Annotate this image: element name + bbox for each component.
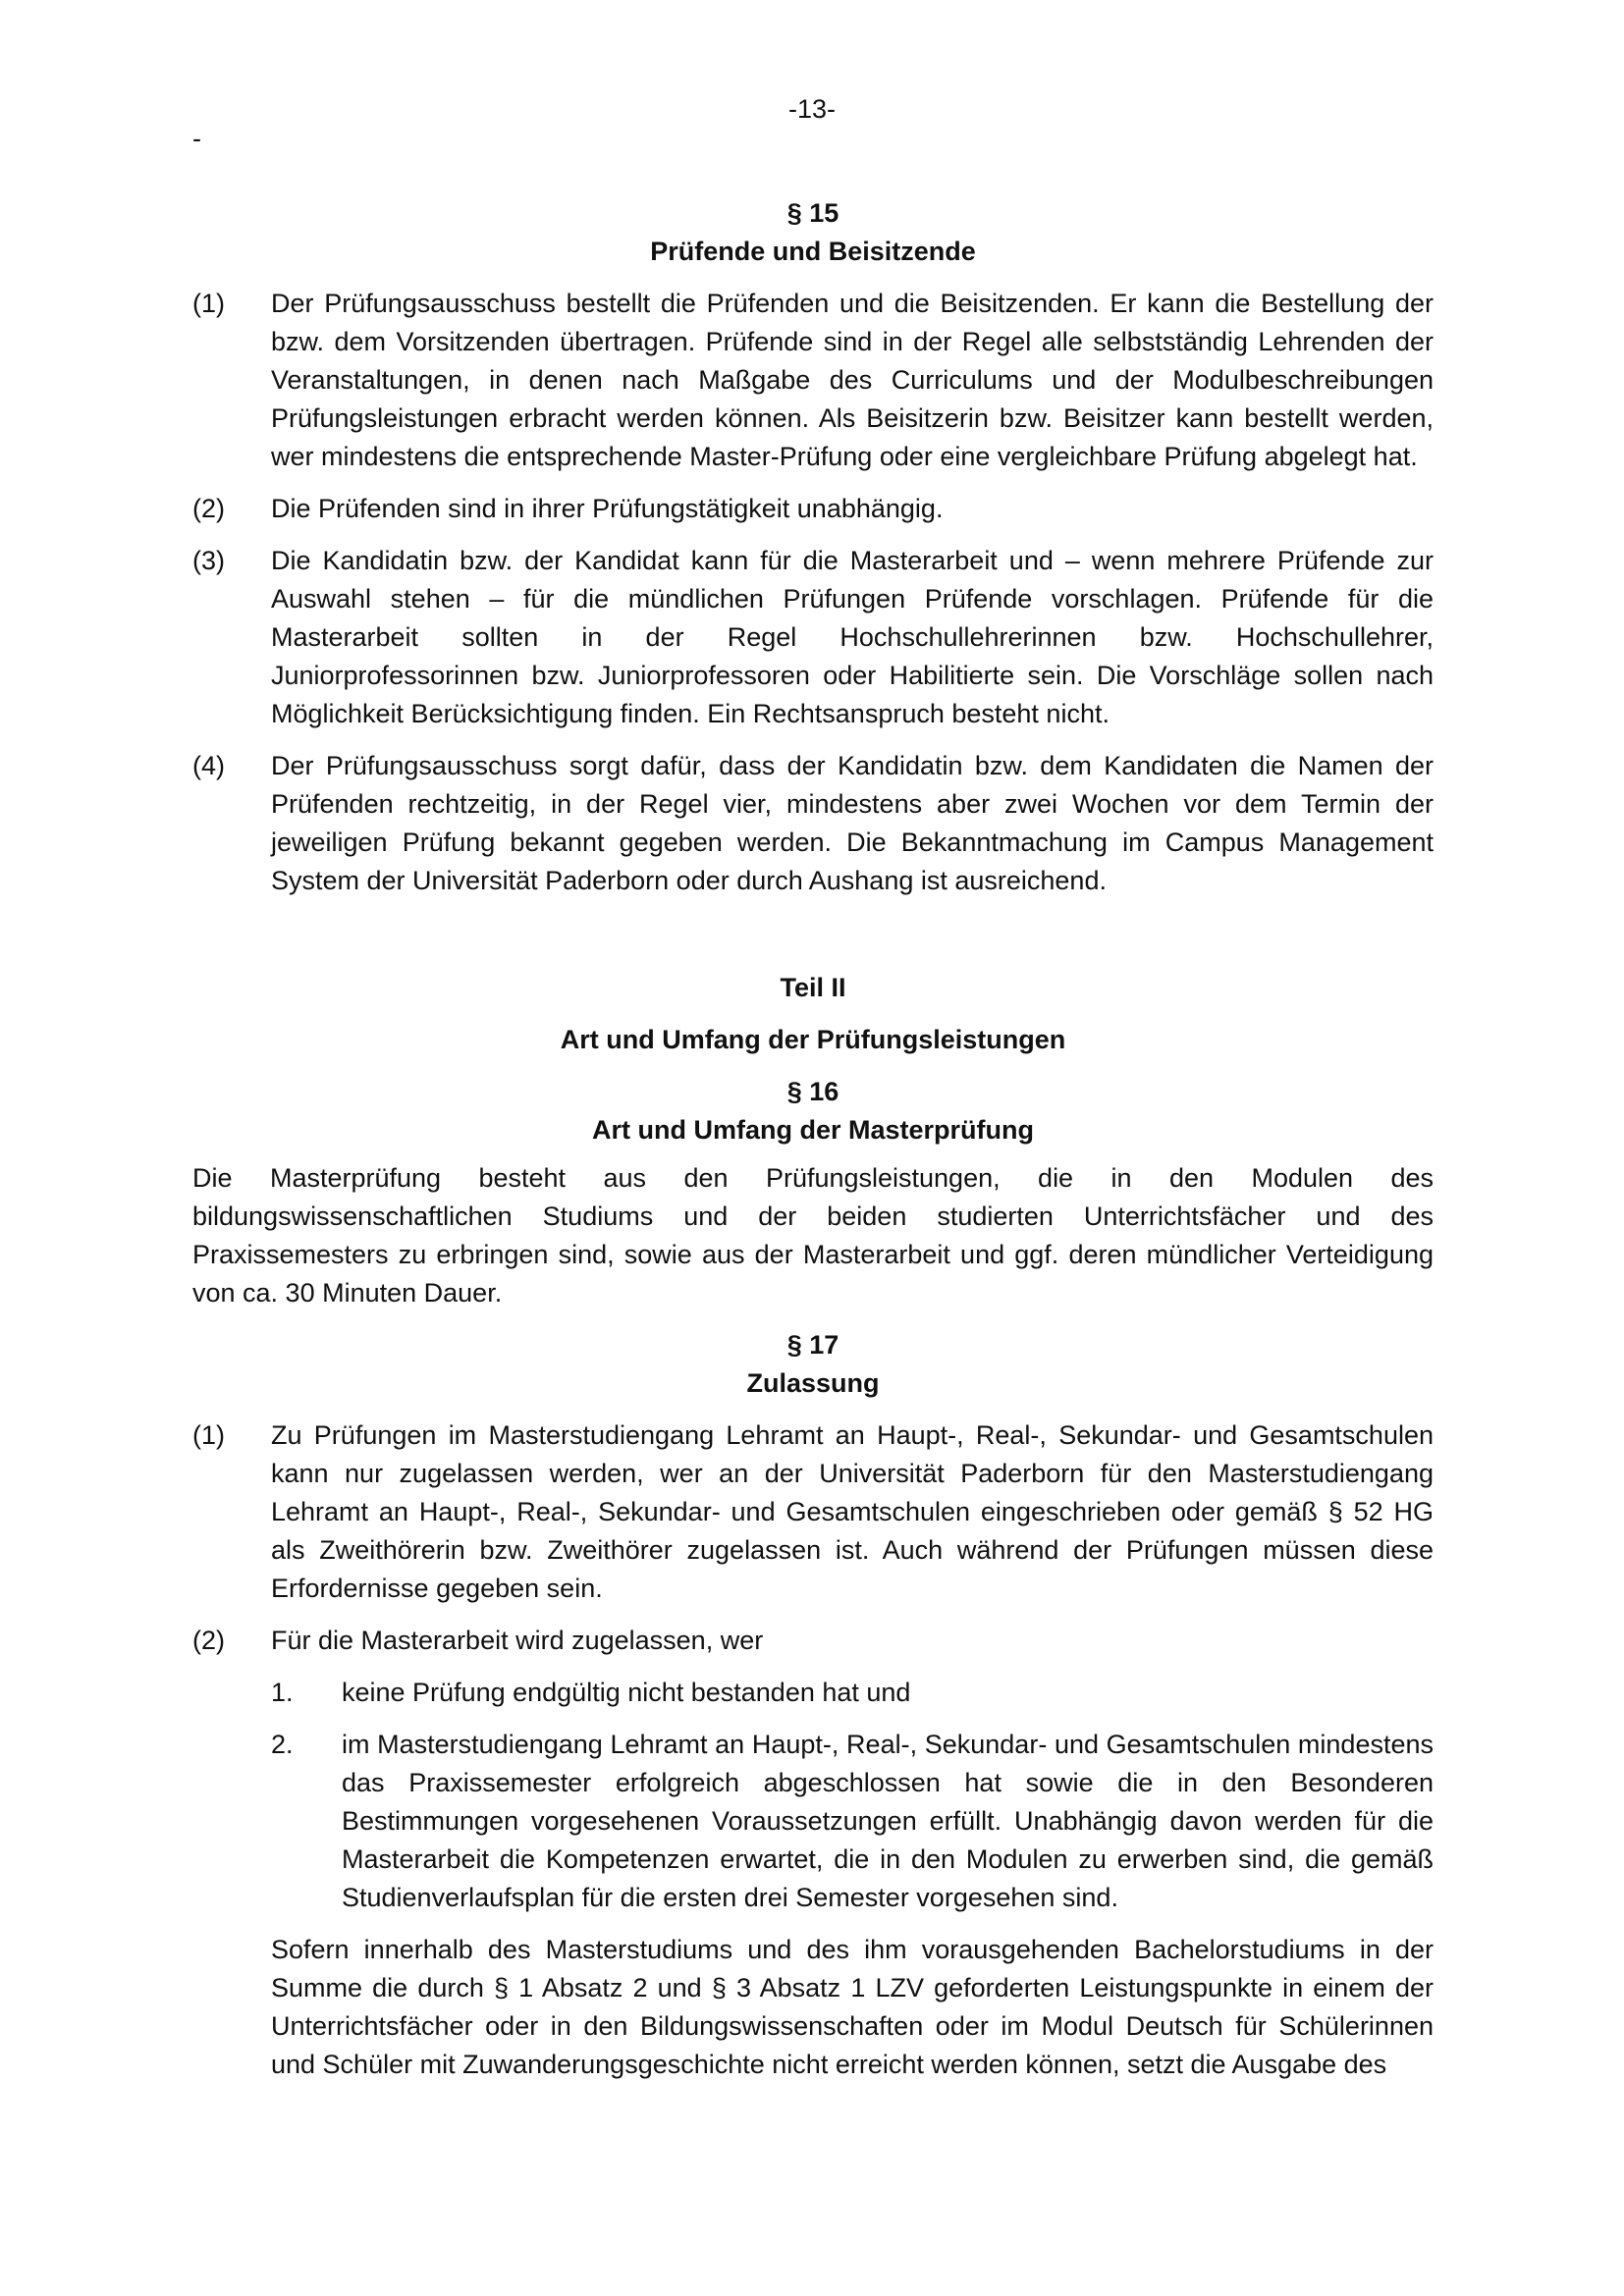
- paragraph-text: Die Prüfenden sind in ihrer Prüfungstätigkeit unabhängig.: [271, 494, 944, 523]
- section-15: [192, 194, 1434, 900]
- paragraph-number: (1): [192, 1420, 225, 1450]
- section-15-paragraph-2: [192, 490, 1434, 528]
- list-item: [271, 1674, 1434, 1712]
- section-15-paragraph-1: [192, 285, 1434, 476]
- section-17-paragraph-1: [192, 1416, 1434, 1608]
- section-15-number: § 15: [786, 198, 839, 228]
- section-17-number: § 17: [786, 1330, 839, 1360]
- list-item: [271, 1726, 1434, 1917]
- section-17: [192, 1326, 1434, 2084]
- document-body: [192, 194, 1434, 2084]
- list-item-number: 1.: [271, 1678, 294, 1707]
- section-15-paragraph-4: [192, 747, 1434, 900]
- paragraph-number: (4): [192, 751, 225, 780]
- part-2-title: Teil II: [780, 973, 846, 1002]
- section-17-title: Zulassung: [746, 1368, 880, 1398]
- list-item-number: 2.: [271, 1730, 294, 1759]
- paragraph-number: (2): [192, 494, 225, 523]
- section-15-title: Prüfende und Beisitzende: [650, 237, 976, 266]
- section-17-paragraph-2: [192, 1622, 1434, 1660]
- paragraph-number: (1): [192, 289, 225, 318]
- part-2: [192, 969, 1434, 1059]
- section-15-paragraph-3: [192, 542, 1434, 733]
- paragraph-text: Zu Prüfungen im Masterstudiengang Lehramt an Haupt-, Real-, Sekundar- und Gesamtschulen kann nur zugelassen werden, wer an der Universität Paderborn für den Masterstudiengang Lehramt an Haupt-, Real-, Sekundar- und Gesamtschulen eingeschrieben oder gemäß § 52 HG als Zweithörerin bzw. Zweithörer zugelassen ist. Auch während der Prüfungen müssen diese Erfordernisse gegeben sein.: [271, 1420, 1434, 1603]
- list-item-text: im Masterstudiengang Lehramt an Haupt-, Real-, Sekundar- und Gesamtschulen mindestens das Praxissemester erfolgreich abgeschlossen hat sowie die in den Besonderen Bestimmungen vorgesehenen Voraussetzungen erfüllt. Unabhängig davon werden für die Masterarbeit die Kompetenzen erwartet, die in den Modulen zu erwerben sind, die gemäß Studienverlaufsplan für die ersten drei Semester vorgesehen sind.: [342, 1730, 1434, 1912]
- list-item-text: keine Prüfung endgültig nicht bestanden hat und: [342, 1678, 911, 1707]
- section-16-text: Die Masterprüfung besteht aus den Prüfungsleistungen, die in den Modulen des bildungswissenschaftlichen Studiums und der beiden studierten Unterrichtsfächer und des Praxissemesters zu erbringen sind, sowie aus der Masterarbeit und ggf. deren mündlicher Verteidigung von ca. 30 Minuten Dauer.: [192, 1163, 1434, 1308]
- paragraph-text: Die Kandidatin bzw. der Kandidat kann für die Masterarbeit und – wenn mehrere Prüfende zur Auswahl stehen – für die mündlichen Prüfungen Prüfende vorschlagen. Prüfende für die Masterarbeit sollten in der Regel Hochschullehrerinnen bzw. Hochschullehrer, Juniorprofessorinnen bzw. Juniorprofessoren oder Habilitierte sein. Die Vorschläge sollen nach Möglichkeit Berücksichtigung finden. Ein Rechtsanspruch besteht nicht.: [271, 546, 1434, 728]
- section-16-number: § 16: [786, 1077, 839, 1106]
- section-16: [192, 1073, 1434, 1312]
- paragraph-text: Der Prüfungsausschuss sorgt dafür, dass der Kandidatin bzw. dem Kandidaten die Namen der Prüfenden rechtzeitig, in der Regel vier, mindestens aber zwei Wochen vor dem Termin der jeweiligen Prüfung bekannt gegeben werden. Die Bekanntmachung im Campus Management System der Universität Paderborn oder durch Aushang ist ausreichend.: [271, 751, 1434, 895]
- section-17-continuation: Sofern innerhalb des Masterstudiums und des ihm vorausgehenden Bachelorstudiums in der Summe die durch § 1 Absatz 2 und § 3 Absatz 1 LZV geforderten Leistungspunkte in einem der Unterrichtsfächer oder in den Bildungswissenschaften oder im Modul Deutsch für Schülerinnen und Schüler mit Zuwanderungsgeschichte nicht erreicht werden können, setzt die Ausgabe des: [271, 1935, 1434, 2079]
- part-2-subtitle: Art und Umfang der Prüfungsleistungen: [560, 1025, 1066, 1054]
- page-number: -13-: [787, 94, 836, 124]
- paragraph-number: (2): [192, 1626, 225, 1655]
- paragraph-text: Der Prüfungsausschuss bestellt die Prüfenden und die Beisitzenden. Er kann die Bestellung der bzw. dem Vorsitzenden übertragen. Prüfende sind in der Regel alle selbstständig Lehrenden der Veranstaltungen, in denen nach Maßgabe des Curriculums und der Modulbeschreibungen Prüfungsleistungen erbracht werden können. Als Beisitzerin bzw. Beisitzer kann bestellt werden, wer mindestens die entsprechende Master-Prüfung oder eine vergleichbare Prüfung abgelegt hat.: [271, 289, 1434, 471]
- paragraph-number: (3): [192, 546, 225, 575]
- paragraph-text: Für die Masterarbeit wird zugelassen, wer: [271, 1626, 764, 1655]
- margin-mark: -: [192, 124, 201, 153]
- section-16-title: Art und Umfang der Masterprüfung: [592, 1115, 1034, 1145]
